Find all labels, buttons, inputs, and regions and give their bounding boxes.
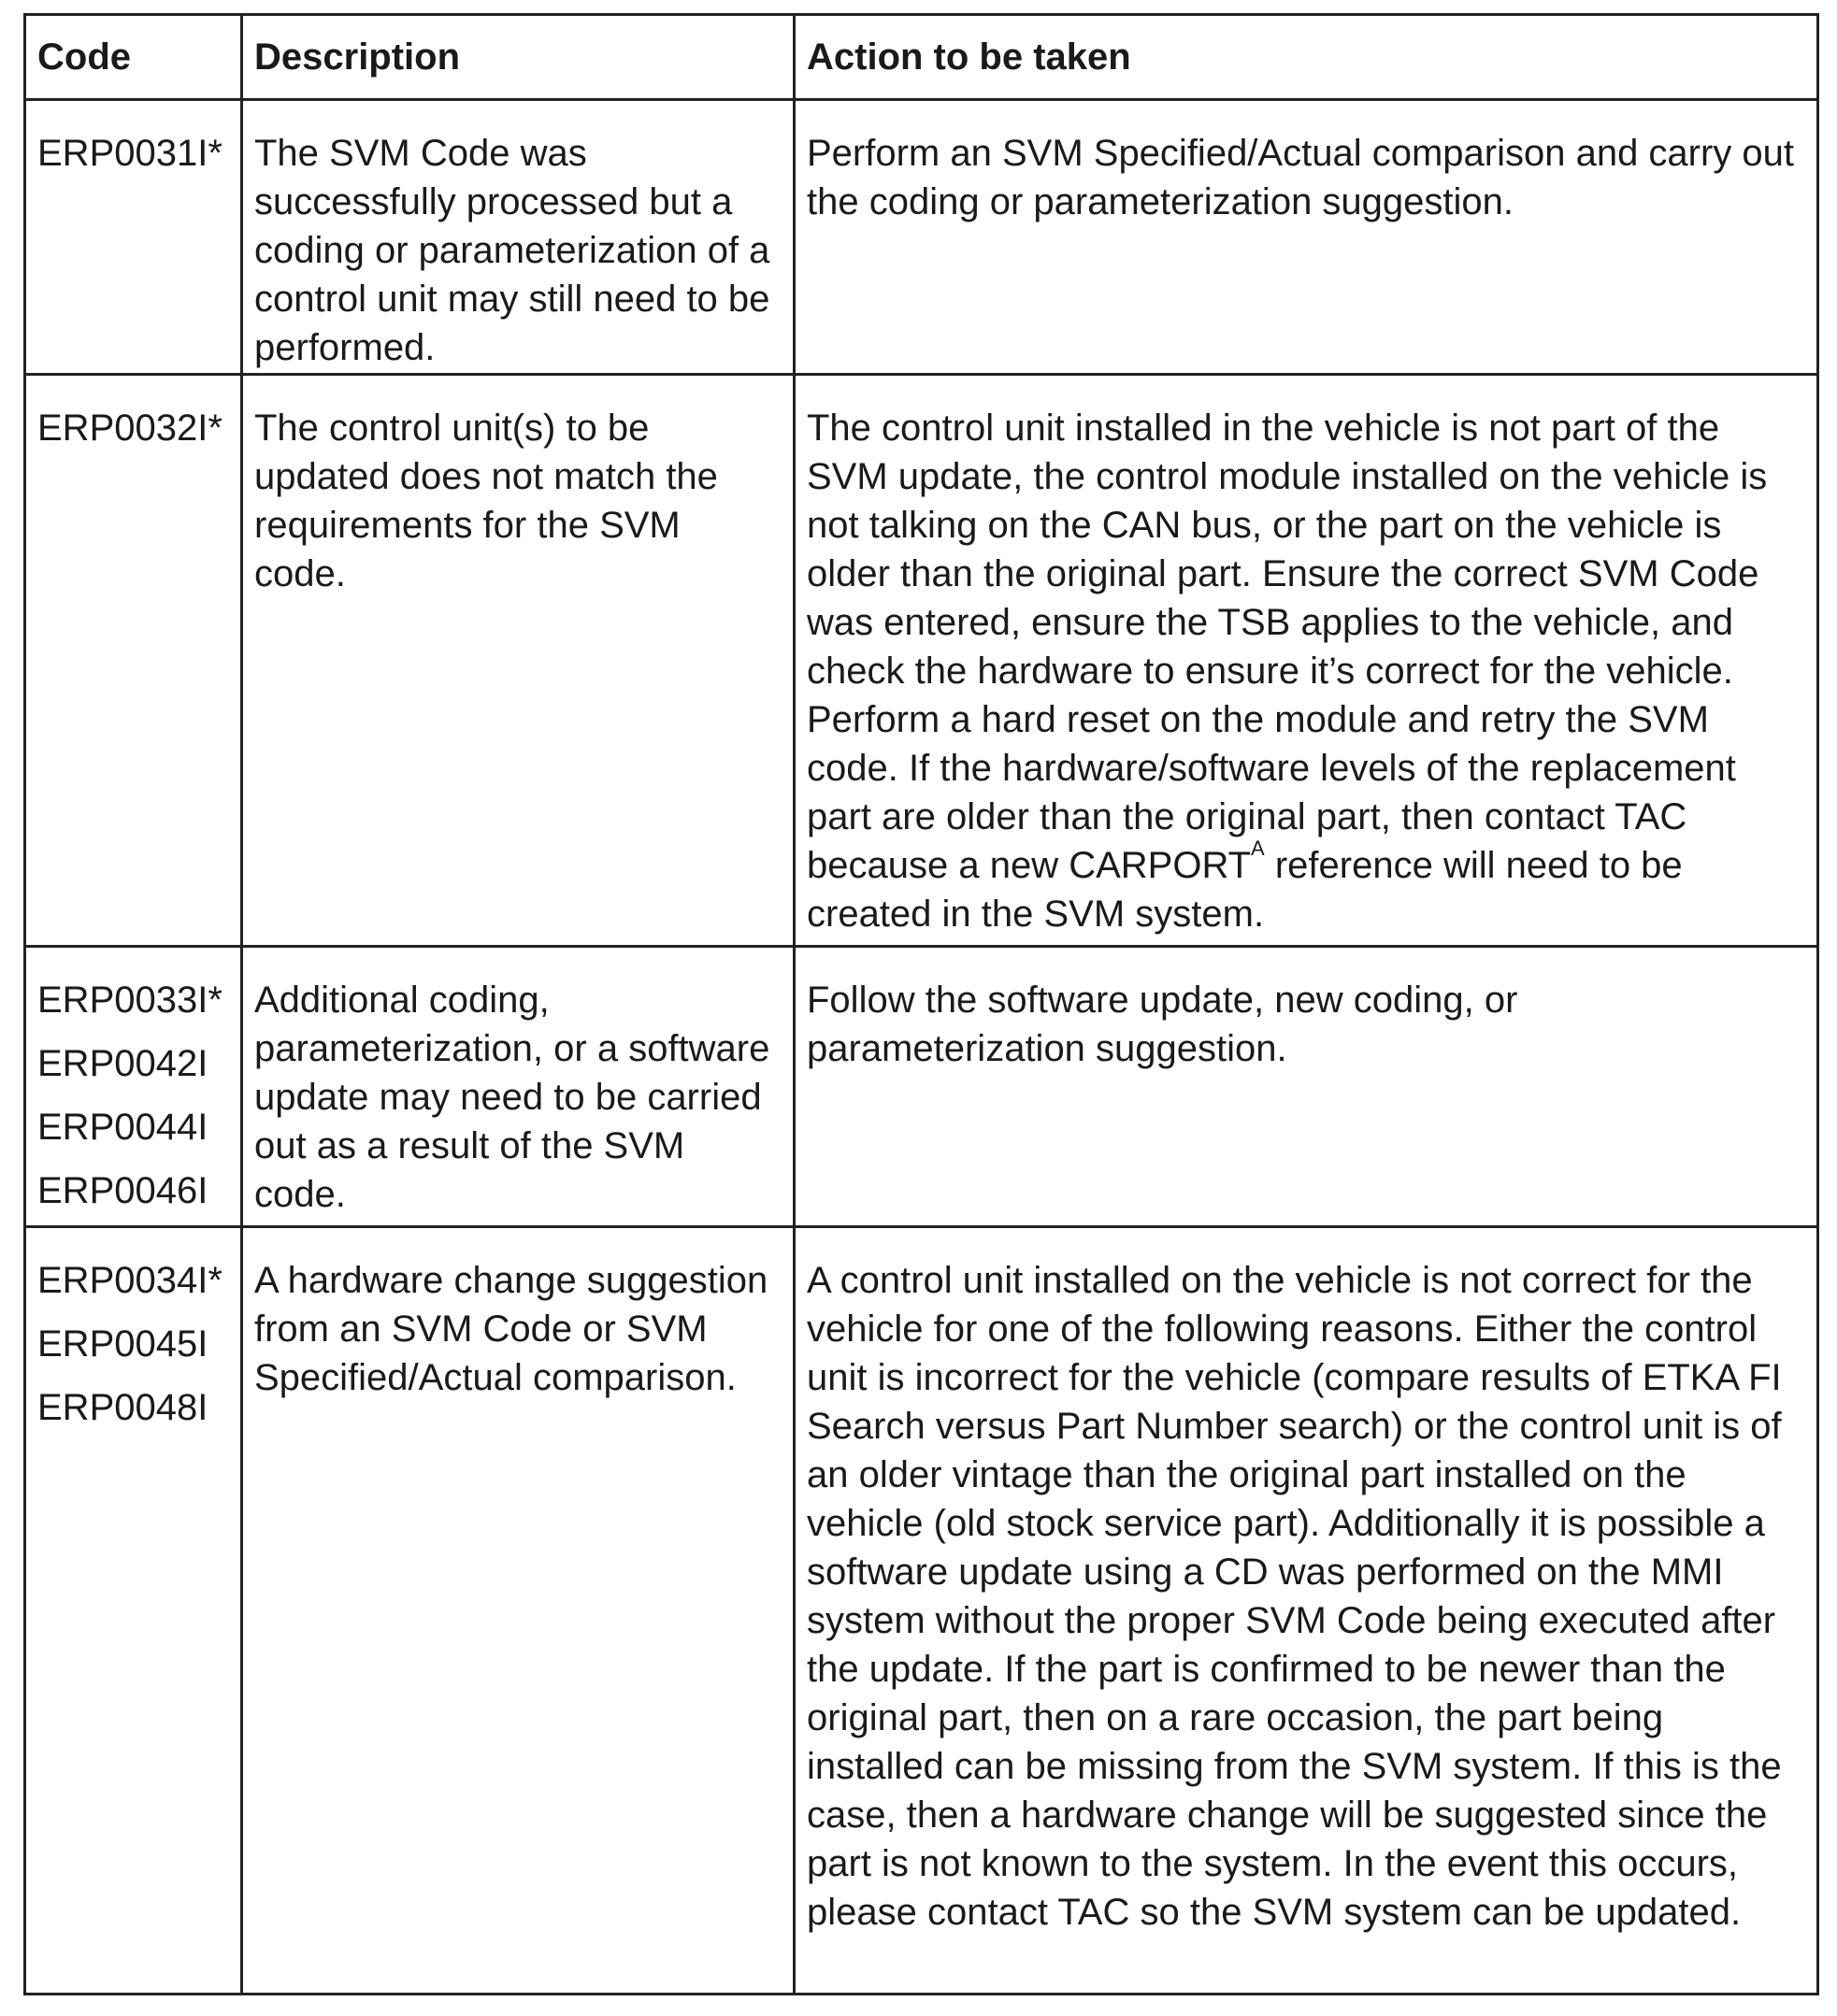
code-cell xyxy=(25,375,242,947)
description-cell xyxy=(242,100,795,375)
action-text xyxy=(807,404,1805,938)
table-row xyxy=(25,100,1818,375)
column-header-description: Description xyxy=(242,15,795,100)
error-code: ERP0046I xyxy=(37,1170,208,1211)
description-cell xyxy=(242,947,795,1227)
error-code-table xyxy=(23,13,1819,1995)
action-text: Perform an SVM Specified/Actual comparison and carry out the coding or parameterization suggestion. xyxy=(807,133,1795,222)
error-code: ERP0031I* xyxy=(37,133,222,174)
superscript-a: A xyxy=(1251,836,1265,860)
action-cell xyxy=(795,1227,1818,1995)
action-cell xyxy=(795,100,1818,375)
description-text: Additional coding, parameterization, or a software update may need to be carried out as a result of the SVM code. xyxy=(254,979,770,1215)
error-code: ERP0044I xyxy=(37,1107,208,1148)
table-row xyxy=(25,375,1818,947)
table-row xyxy=(25,1227,1818,1995)
table-row xyxy=(25,947,1818,1227)
action-cell xyxy=(795,947,1818,1227)
action-text-tail: reference will need to be created in the SVM system. xyxy=(807,845,1683,935)
column-header-action: Action to be taken xyxy=(795,15,1818,100)
description-cell xyxy=(242,1227,795,1995)
error-code: ERP0042I xyxy=(37,1043,208,1084)
action-text-main: The control unit installed in the vehicle is not part of the SVM update, the control module installed on the vehicle is not talking on the CAN bus, or the part on the vehicle is older than the original part. Ensure the correct SVM Code was entered, ensure the TSB applies to the vehicle, and check the hardware to ensure it’s correct for the vehicle. Perform a hard reset on the module and retry the SVM code. If the hardware/software levels of the replacement part are older than the original part, then contact TAC because a new CARPORT xyxy=(807,407,1768,886)
error-code: ERP0034I* xyxy=(37,1260,222,1301)
column-header-code: Code xyxy=(25,15,242,100)
description-cell xyxy=(242,375,795,947)
action-text: A control unit installed on the vehicle is not correct for the vehicle for one of the following reasons. Either the control unit is incorrect for the vehicle (compare results of ETKA FI Search versus Part Number search) or the control unit is of an older vintage than the original part installed on the vehicle (old stock service part). Additionally it is possible a software update using a CD was performed on the MMI system without the proper SVM Code being executed after the update. If the part is confirmed to be newer than the original part, then on a rare occasion, the part being installed can be missing from the SVM system. If this is the case, then a hardware change will be suggested since the part is not known to the system. In the event this occurs, please contact TAC so the SVM system can be updated. xyxy=(807,1260,1782,1933)
error-code: ERP0032I* xyxy=(37,407,222,449)
description-text: The control unit(s) to be updated does not match the requirements for the SVM code. xyxy=(254,407,718,594)
error-code: ERP0045I xyxy=(37,1323,208,1365)
error-code: ERP0033I* xyxy=(37,979,222,1021)
action-cell xyxy=(795,375,1818,947)
code-cell xyxy=(25,947,242,1227)
description-text: The SVM Code was successfully processed but a coding or parameterization of a control unit may still need to be performed. xyxy=(254,133,770,368)
action-text: Follow the software update, new coding, or parameterization suggestion. xyxy=(807,979,1518,1069)
code-cell xyxy=(25,1227,242,1995)
table-header-row xyxy=(25,15,1818,100)
description-text: A hardware change suggestion from an SVM Code or SVM Specified/Actual comparison. xyxy=(254,1260,768,1398)
error-code: ERP0048I xyxy=(37,1387,208,1428)
code-cell xyxy=(25,100,242,375)
